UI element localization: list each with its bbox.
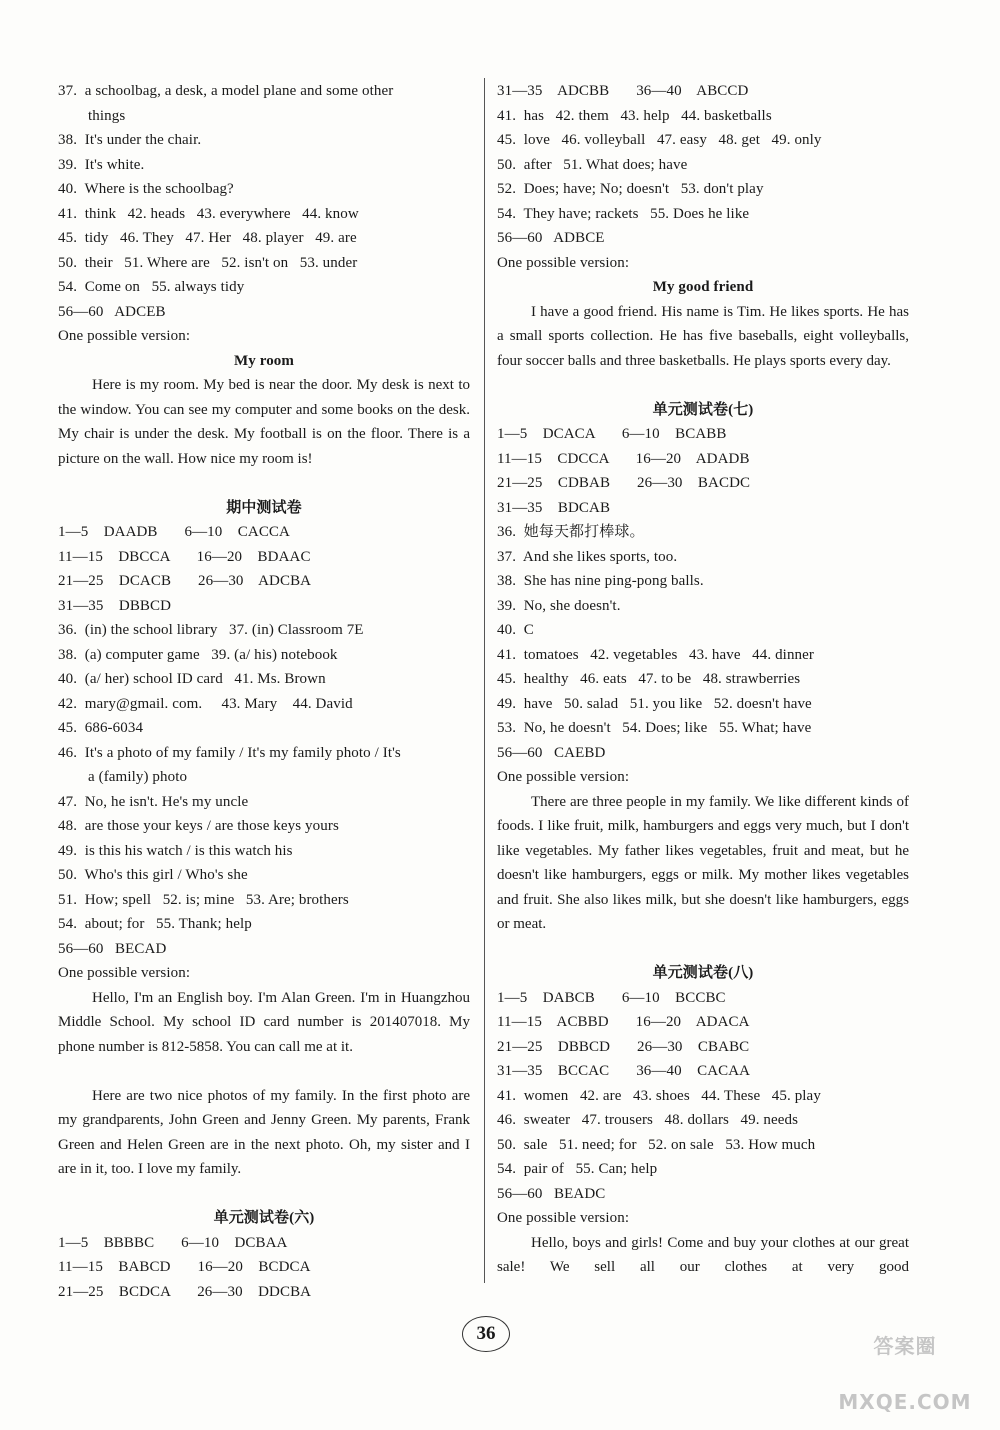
section-heading: My room (234, 352, 294, 369)
answer-line: 50. their 51. Where are 52. isn't on 53. under (58, 254, 358, 271)
answer-line: 54. pair of 55. Can; help (497, 1161, 658, 1177)
essay-paragraph: Here is my room. My bed is near the door. My desk is next to the window. You can see my computer and some books on the desk. My chair is under the desk. My football is on the floor. There is a picture on the wall. How nice my room is! (58, 377, 470, 467)
essay-paragraph: Hello, boys and girls! Come and buy your clothes at our great sale! We sell all our clothes at very good (497, 1234, 909, 1275)
answer-line: 21—25 DBBCD 26—30 CBABC (497, 1038, 750, 1055)
answer-line: 45. love 46. volleyball 47. easy 48. get 49. only (497, 132, 822, 148)
watermark-logo: 答案圈 MXQE.COM (838, 1334, 972, 1414)
answer-line: 41. tomatoes 42. vegetables 43. have 44. dinner (497, 646, 814, 663)
answer-line: 50. after 51. What does; have (497, 156, 688, 173)
answer-line: 45. healthy 46. eats 47. to be 48. strawberries (497, 671, 801, 687)
left-column (58, 79, 470, 1304)
answer-line: 46. sweater 47. trousers 48. dollars 49. needs (497, 1112, 799, 1128)
answer-line: 37. And she likes sports, too. (497, 548, 678, 565)
answer-line: One possible version: (497, 769, 630, 785)
answer-line: 31—35 ADCBB 36—40 ABCCD (497, 83, 749, 99)
answer-line: 40. (a/ her) school ID card 41. Ms. Brown (58, 671, 326, 687)
answer-line: 36. (in) the school library 37. (in) Classroom 7E (58, 622, 364, 638)
answer-line: 31—35 BDCAB (497, 499, 611, 516)
answer-line: 49. is this his watch / is this watch his (58, 842, 293, 859)
answer-line: 41. think 42. heads 43. everywhere 44. know (58, 205, 359, 222)
section-heading: 期中测试卷 (226, 499, 302, 516)
answer-line: a (family) photo (88, 769, 188, 785)
answer-line: 56—60 BECAD (58, 940, 167, 957)
answer-line: 1—5 DAADB 6—10 CACCA (58, 524, 290, 540)
answer-line: 56—60 ADCEB (58, 303, 166, 320)
section-heading: My good friend (652, 279, 754, 295)
answer-line: 52. Does; have; No; doesn't 53. don't play (497, 181, 764, 197)
answer-line: 31—35 BCCAC 36—40 CACAA (497, 1063, 751, 1079)
answer-line: 31—35 DBBCD (58, 597, 172, 614)
answer-line: 48. are those your keys / are those keys yours (58, 818, 339, 834)
answer-line: 39. No, she doesn't. (497, 597, 621, 614)
answer-line: 38. (a) computer game 39. (a/ his) notebook (58, 646, 338, 663)
section-heading: 单元测试卷(七) (652, 401, 754, 418)
column-divider (484, 78, 485, 1283)
page-number: 36 (462, 1316, 510, 1352)
right-column (497, 79, 909, 1280)
answer-line: 51. How; spell 52. is; mine 53. Are; brothers (58, 891, 349, 908)
answer-line: 36. 她每天都打棒球。 (497, 524, 645, 540)
answer-line: 47. No, he isn't. He's my uncle (58, 793, 249, 810)
answer-line: 42. mary@gmail. com. 43. Mary 44. David (58, 695, 353, 712)
essay-paragraph: I have a good friend. His name is Tim. He likes sports. He has a small sports collection. He has five baseballs, eight volleyballs, four soccer balls and three basketballs. He plays sports every day. (497, 303, 909, 369)
answer-line: 50. sale 51. need; for 52. on sale 53. How much (497, 1136, 816, 1153)
answer-line: 11—15 ACBBD 16—20 ADACA (497, 1014, 750, 1030)
answer-line: 45. tidy 46. They 47. Her 48. player 49. are (58, 230, 357, 246)
answer-line: One possible version: (497, 254, 630, 271)
answer-line: 11—15 CDCCA 16—20 ADADB (497, 450, 750, 467)
answer-line: 11—15 BABCD 16—20 BCDCA (58, 1259, 311, 1275)
answer-line: 38. She has nine ping-pong balls. (497, 573, 704, 589)
essay-paragraph: There are three people in my family. We like different kinds of foods. I like fruit, milk, hamburgers and eggs very much, but I don't like vegetables. My father likes vegetables, fruit and meat, but he doesn't like hamburgers, eggs or milk. My mother likes vegetables and fruit. She also likes milk, but she doesn't like hamburgers, eggs or meat. (497, 793, 909, 932)
answer-line: 54. They have; rackets 55. Does he like (497, 205, 750, 222)
section-heading: 单元测试卷(六) (213, 1210, 315, 1226)
answer-line: 41. has 42. them 43. help 44. basketballs (497, 107, 772, 124)
answer-line: 21—25 BCDCA 26—30 DDCBA (58, 1283, 312, 1300)
answer-line: 54. Come on 55. always tidy (58, 279, 245, 295)
answer-line: 53. No, he doesn't 54. Does; like 55. What; have (497, 720, 812, 736)
answer-line: 56—60 BEADC (497, 1185, 606, 1202)
answer-line: One possible version: (497, 1210, 630, 1226)
essay-paragraph: Hello, I'm an English boy. I'm Alan Green. I'm in Huangzhou Middle School. My school ID card number is 201407018. My phone number is 812-5858. You can call me at it. (58, 989, 470, 1055)
answer-line: 40. Where is the schoolbag? (58, 181, 234, 197)
essay-paragraph: Here are two nice photos of my family. In the first photo are my grandparents, John Green and Jenny Green. My parents, Frank Green and Helen Green are in the next photo. Oh, my sister and I are in it, too. I love my family. (58, 1087, 470, 1177)
answer-line: 41. women 42. are 43. shoes 44. These 45. play (497, 1087, 821, 1104)
section-heading: 单元测试卷(八) (652, 965, 754, 981)
answer-line: 21—25 CDBAB 26—30 BACDC (497, 475, 751, 491)
answer-line: 56—60 CAEBD (497, 744, 606, 761)
answer-line: 50. Who's this girl / Who's she (58, 867, 248, 883)
answer-line: 40. C (497, 622, 534, 638)
answer-line: 1—5 DCACA 6—10 BCABB (497, 426, 727, 442)
answer-line: One possible version: (58, 965, 191, 981)
answer-line: 54. about; for 55. Thank; help (58, 916, 252, 932)
answer-line: 21—25 DCACB 26—30 ADCBA (58, 573, 312, 589)
answer-line: 46. It's a photo of my family / It's my family photo / It's (58, 744, 401, 761)
answer-line: 1—5 DABCB 6—10 BCCBC (497, 989, 726, 1006)
answer-line: 1—5 BBBBC 6—10 DCBAA (58, 1234, 288, 1251)
answer-line: things (88, 107, 126, 124)
answer-line: 11—15 DBCCA 16—20 BDAAC (58, 548, 311, 565)
answer-line: 56—60 ADBCE (497, 230, 605, 246)
answer-line: One possible version: (58, 328, 191, 344)
answer-line: 37. a schoolbag, a desk, a model plane and some other (58, 83, 394, 99)
answer-line: 38. It's under the chair. (58, 132, 202, 148)
answer-line: 49. have 50. salad 51. you like 52. doesn't have (497, 695, 812, 712)
answer-line: 45. 686-6034 (58, 720, 144, 736)
answer-line: 39. It's white. (58, 156, 145, 173)
